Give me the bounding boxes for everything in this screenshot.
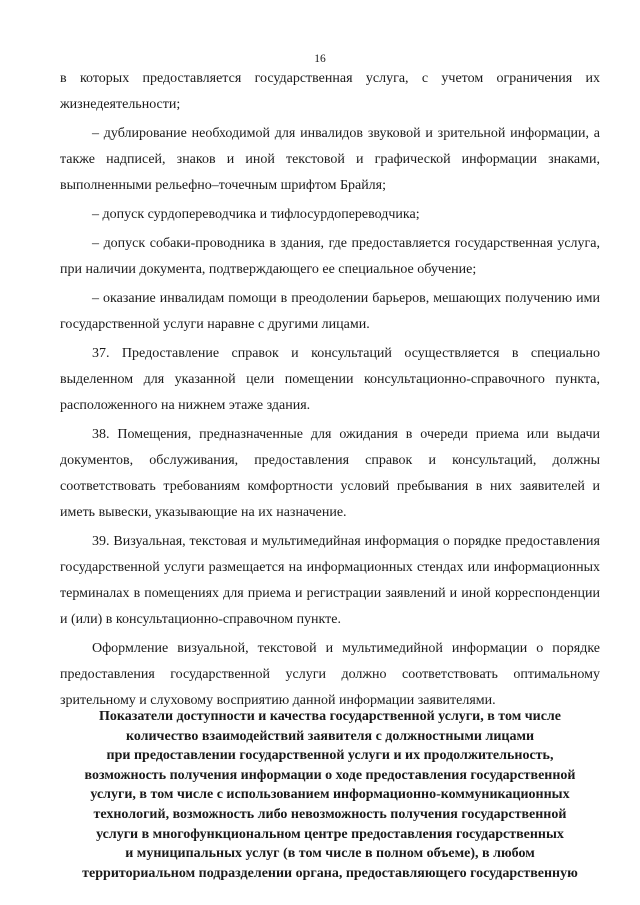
paragraph-continuation: в которых предоставляется государственная услуга, с учетом ограничения их жизнедеятельности; [60,71,600,112]
paragraph-39: 39. Визуальная, текстовая и мультимедийная информация о порядке предоставления государственной услуги размещается на информационных стендах или информационных терминалах в помещениях для приема и регистрации заявлений и иной корреспонденции и (или) в консультационно-справочном пункте. [60,534,600,627]
heading-line: возможность получения информации о ходе предоставления государственной [84,767,576,783]
list-item-guide-dog: – допуск собаки-проводника в здания, где предоставляется государственная услуга, при наличии документа, подтверждающего ее специальное обучение; [60,236,600,277]
heading-line: количество взаимодействий заявителя с должностными лицами [125,728,535,744]
list-item-braille: – дублирование необходимой для инвалидов звуковой и зрительной информации, а также надписей, знаков и иной текстовой и графической информации знаками, выполненными рельефно–точечным шрифтом Брайля; [60,126,600,193]
paragraph-38: 38. Помещения, предназначенные для ожидания в очереди приема или выдачи документов, обслуживания, предоставления справок и консультаций, должны соответствовать требованиям комфортности условий пребывания в них заявителей и иметь вывески, указывающие на их назначение. [60,427,600,520]
heading-line: технологий, возможность либо невозможность получения государственной [93,806,567,822]
paragraph-design: Оформление визуальной, текстовой и мультимедийной информации о порядке предоставления государственной услуги должно соответствовать оптимальному зрительному и слуховому восприятию данной информации заявителями. [60,641,600,708]
heading-line: услуги в многофункциональном центре предоставления государственных [96,826,564,842]
heading-line: и муниципальных услуг (в том числе в полном объеме), в любом [125,846,535,862]
heading-line: услуги, в том числе с использованием информационно-коммуникационных [90,787,570,803]
heading-line: территориальном подразделении органа, предоставляющего государственную [82,865,578,881]
page-number: 16 [314,53,326,65]
body-text [60,66,600,714]
list-item-assistance: – оказание инвалидам помощи в преодолении барьеров, мешающих получению ими государственной услуги наравне с другими лицами. [60,291,600,332]
heading-line: Показатели доступности и качества государственной услуги, в том числе [98,709,561,724]
list-item-sign-interpreter: – допуск сурдопереводчика и тифлосурдопереводчика; [92,207,420,222]
section-heading [60,707,600,883]
paragraph-37: 37. Предоставление справок и консультаций осуществляется в специально выделенном для указанной цели помещении консультационно-справочного пункта, расположенного на нижнем этаже здания. [60,346,600,413]
heading-line: при предоставлении государственной услуги и их продолжительность, [106,748,554,764]
